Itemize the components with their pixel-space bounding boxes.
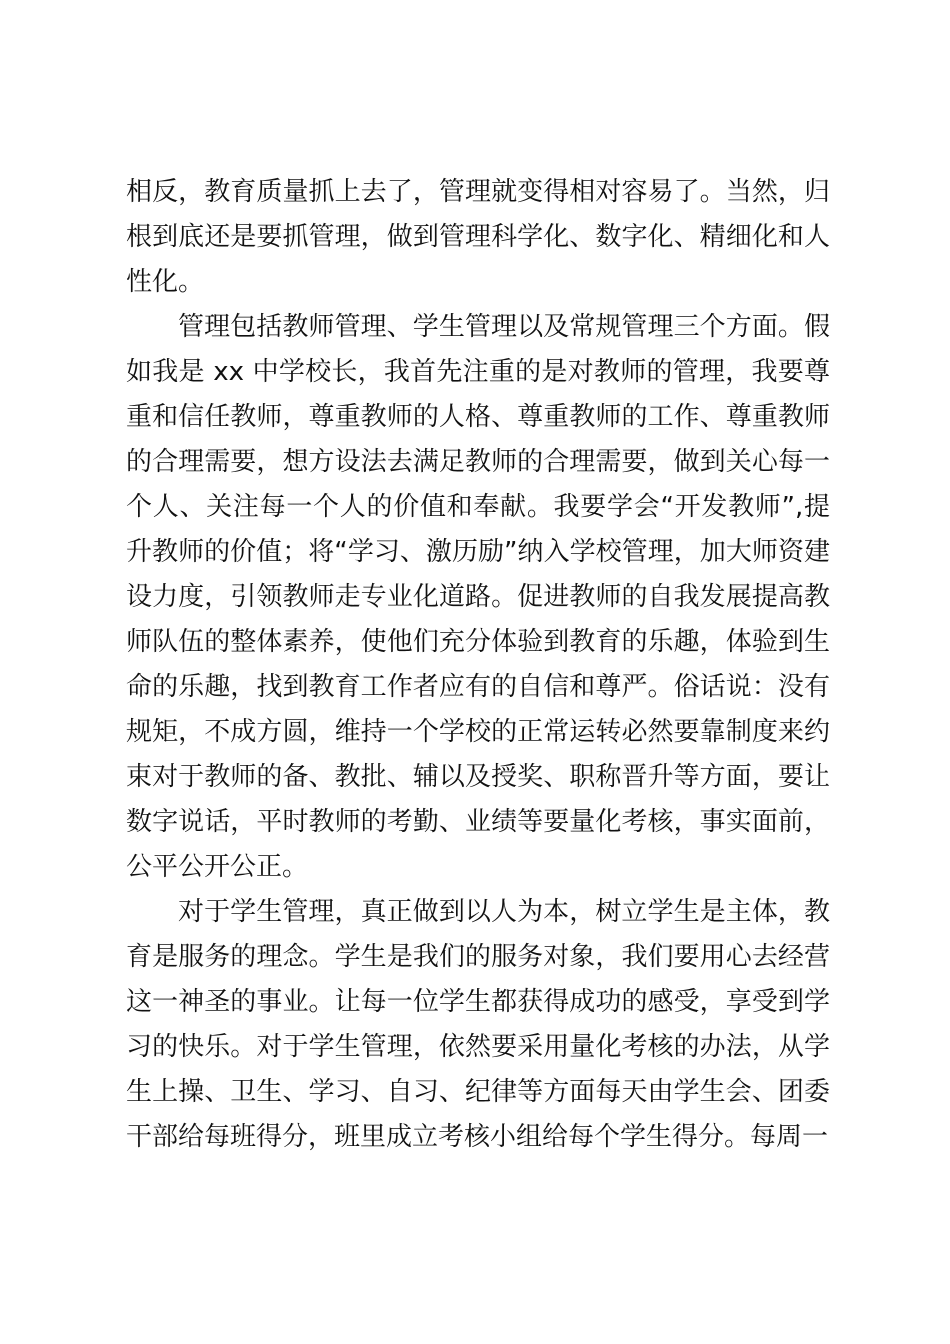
paragraph-student-management: 对于学生管理，真正做到以人为本，树立学生是主体，教育是服务的理念。学生是我们的服务对象，我们要用心去经营这一神圣的事业。让每一位学生都获得成功的感受，享受到学习的快乐。对于学生管理，依然要采用量化考核的办法，从学生上操、卫生、学习、自习、纪律等方面每天由学生会、团委干部给每班得分，班里成立考核小组给每个学生得分。每周一 [126, 897, 830, 1152]
paragraph-continuation: 相反，教育质量抓上去了，管理就变得相对容易了。当然，归根到底还是要抓管理，做到管理科学化、数字化、精细化和人性化。 [126, 177, 830, 297]
document-page [126, 170, 830, 1160]
paragraph-teacher-management: 管理包括教师管理、学生管理以及常规管理三个方面。假如我是 xx 中学校长，我首先注重的是对教师的管理，我要尊重和信任教师，尊重教师的人格、尊重教师的工作、尊重教师的合理需要，想方设法去满足教师的合理需要，做到关心每一个人、关注每一个人的价值和奉献。我要学会“开发教师”,提升教师的价值；将“学习、激历励”纳入学校管理，加大师资建设力度，引领教师走专业化道路。促进教师的自我发展提高教师队伍的整体素养，使他们充分体验到教育的乐趣，体验到生命的乐趣，找到教育工作者应有的自信和尊严。俗话说：没有规矩，不成方圆，维持一个学校的正常运转必然要靠制度来约束对于教师的备、教批、辅以及授奖、职称晋升等方面，要让数字说话，平时教师的考勤、业绩等要量化考核，事实面前，公平公开公正。 [126, 312, 830, 882]
